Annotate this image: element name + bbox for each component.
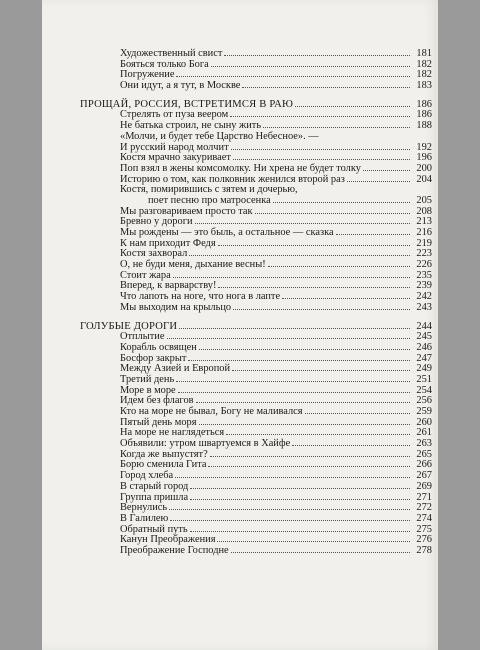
toc-entry-title: Объявили: утром швартуемся в Хайфе xyxy=(120,438,291,450)
dot-leader xyxy=(199,424,410,425)
toc-entry xyxy=(80,132,432,143)
toc-page-number: 278 xyxy=(416,544,432,556)
toc-entry-title: поет песню про матросенка xyxy=(148,194,271,206)
toc-entry-title: Пятый день моря xyxy=(120,416,197,428)
dot-leader xyxy=(232,370,410,371)
dot-leader xyxy=(273,202,410,203)
toc-page-number: 182 xyxy=(416,58,432,70)
dot-leader xyxy=(167,338,411,339)
toc-page-number: 269 xyxy=(416,480,432,492)
toc-entry-title: Группа пришла xyxy=(120,491,189,503)
toc-entry-title: Бревно у дороги xyxy=(120,216,193,228)
dot-leader xyxy=(231,552,410,553)
toc-entry xyxy=(80,164,432,175)
toc-entry-title: Между Азией и Европой xyxy=(120,363,231,375)
toc-entry-title: Кто на море не бывал, Богу не маливался xyxy=(120,406,303,417)
toc-entry-title: В старый город xyxy=(120,480,189,492)
toc-page-number: 271 xyxy=(416,491,432,503)
dot-leader xyxy=(218,287,410,288)
toc-page-number: 213 xyxy=(416,216,432,228)
toc-entry-title: Корабль освящен xyxy=(120,341,197,353)
toc-page-number: 275 xyxy=(416,523,432,535)
toc-page-number: 242 xyxy=(416,291,432,303)
toc-entry-title: «Молчи, и будет тебе Царство Небесное». — xyxy=(120,130,319,142)
dot-leader xyxy=(210,456,410,457)
toc-entry-title: Отплытие xyxy=(120,331,165,343)
toc-entry xyxy=(80,343,432,354)
dot-leader xyxy=(295,106,410,107)
dot-leader xyxy=(188,360,410,361)
toc-entry-title: Поп взял в жены комсомолку. Ни хрена не будет толку xyxy=(120,162,361,174)
dot-leader xyxy=(218,245,410,246)
toc-entry-title: Бояться только Бога xyxy=(120,58,209,70)
toc-entry-title: Костя, помирившись с зятем и дочерью, xyxy=(120,184,298,196)
toc-entry-title: На море не наглядеться xyxy=(120,427,225,439)
dot-leader xyxy=(173,277,410,278)
toc-page-number: 261 xyxy=(416,427,432,439)
dot-leader xyxy=(211,66,410,67)
toc-entry-title: Они идут, а я тут, в Москве xyxy=(120,80,241,92)
table-of-contents xyxy=(80,49,432,557)
toc-page-number: 239 xyxy=(416,280,432,292)
dot-leader xyxy=(170,520,410,521)
toc-entry-title: Идем без флагов xyxy=(120,395,194,407)
toc-entry-title: Мы рождены — это быль, а остальное — сказка xyxy=(120,227,334,238)
toc-entry-title: К нам приходит Федя xyxy=(120,237,216,249)
toc-page-number: 246 xyxy=(416,341,432,353)
dot-leader xyxy=(190,499,410,500)
dot-leader xyxy=(190,488,410,489)
dot-leader xyxy=(208,466,410,467)
dot-leader xyxy=(363,170,410,171)
dot-leader xyxy=(242,87,410,88)
dot-leader xyxy=(195,223,410,224)
toc-entry-title: Историю о том, как полковник женился второй раз xyxy=(120,173,345,185)
toc-entry-title: Не батька строил, не сыну жить xyxy=(120,120,262,132)
toc-entry-title: ПРОЩАЙ, РОССИЯ, ВСТРЕТИМСЯ В РАЮ xyxy=(80,98,294,110)
dot-leader xyxy=(336,234,410,235)
toc-entry-title: Погружение xyxy=(120,69,175,81)
dot-leader xyxy=(268,266,410,267)
dot-leader xyxy=(282,298,410,299)
toc-entry xyxy=(80,482,432,493)
toc-page-number: 200 xyxy=(416,162,432,174)
dot-leader xyxy=(217,541,410,542)
dot-leader xyxy=(233,159,410,160)
toc-page-number: 235 xyxy=(416,269,432,281)
toc-page-number: 274 xyxy=(416,512,432,524)
toc-entry-title: Костя мрачно закуривает xyxy=(120,152,231,164)
toc-entry-title: Вперед, к варварству! xyxy=(120,280,217,292)
dot-leader xyxy=(347,181,410,182)
toc-page-number: 186 xyxy=(416,109,432,121)
toc-page-number: 260 xyxy=(416,416,432,428)
dot-leader xyxy=(189,255,410,256)
toc-page-number: 183 xyxy=(416,80,432,92)
dot-leader xyxy=(233,309,410,310)
toc-entry-title: Мы выходим на крыльцо xyxy=(120,301,232,313)
toc-entry-title: Город хлеба xyxy=(120,470,174,482)
dot-leader xyxy=(305,413,410,414)
dot-leader xyxy=(226,434,410,435)
toc-entry xyxy=(80,81,432,92)
dot-leader xyxy=(175,477,410,478)
toc-page-number: 204 xyxy=(416,173,432,185)
toc-page-number: 247 xyxy=(416,352,432,364)
toc-page-number: 223 xyxy=(416,248,432,260)
dot-leader xyxy=(176,381,410,382)
toc-page-number: 254 xyxy=(416,384,432,396)
dot-leader xyxy=(179,328,410,329)
toc-entry-title: ГОЛУБЫЕ ДОРОГИ xyxy=(80,320,178,332)
dot-leader xyxy=(224,55,410,56)
toc-page-number: 243 xyxy=(416,301,432,313)
toc-page-number: 267 xyxy=(416,470,432,482)
dot-leader xyxy=(263,127,410,128)
dot-leader xyxy=(196,402,410,403)
toc-page-number: 188 xyxy=(416,120,432,132)
toc-page-number: 272 xyxy=(416,502,432,514)
toc-page-number: 226 xyxy=(416,259,432,271)
toc-entry-title: Третий день xyxy=(120,373,175,385)
toc-page-number: 182 xyxy=(416,69,432,81)
toc-page-number: 181 xyxy=(416,48,432,59)
toc-entry-title: Обратный путь xyxy=(120,523,188,535)
toc-page-number: 186 xyxy=(416,98,432,110)
toc-entry-title: Преображение Господне xyxy=(120,544,229,556)
toc-entry-title: Когда же выпустят? xyxy=(120,448,208,460)
toc-page-number: 263 xyxy=(416,438,432,450)
dot-leader xyxy=(178,392,410,393)
toc-entry-title: Канун Преображения xyxy=(120,534,216,546)
dot-leader xyxy=(169,509,410,510)
toc-entry-title: Что лапоть на ноге, что нога в лапте xyxy=(120,291,281,303)
toc-page-number: 244 xyxy=(416,320,432,332)
toc-entry-title: И русский народ молчит xyxy=(120,141,229,153)
toc-page-number: 251 xyxy=(416,373,432,385)
toc-entry-title: Борю сменила Гита xyxy=(120,459,207,471)
toc-page-number: 265 xyxy=(416,448,432,460)
dot-leader xyxy=(176,76,410,77)
dot-leader xyxy=(190,531,410,532)
dot-leader xyxy=(231,149,410,150)
toc-entry-title: Море в море xyxy=(120,384,176,396)
toc-page-number: 196 xyxy=(416,152,432,164)
toc-entry-title: В Галилею xyxy=(120,512,169,524)
toc-entry-title: Художественный свист xyxy=(120,48,223,59)
toc-entry-title: Стоит жара xyxy=(120,269,171,281)
toc-entry-title: Костя захворал xyxy=(120,248,188,260)
toc-entry-title: Вернулись xyxy=(120,502,168,514)
toc-entry-title: Стрелять от пуза веером xyxy=(120,109,229,121)
toc-page-number: 256 xyxy=(416,395,432,407)
toc-entry xyxy=(80,303,432,314)
dot-leader xyxy=(255,213,410,214)
dot-leader xyxy=(199,349,410,350)
toc-page-number: 249 xyxy=(416,363,432,375)
toc-entry-title: Мы разговариваем просто так xyxy=(120,205,253,217)
toc-page-number: 208 xyxy=(416,205,432,217)
toc-page-number: 245 xyxy=(416,331,432,343)
toc-page-number: 205 xyxy=(416,194,432,206)
toc-entry xyxy=(80,546,432,557)
toc-page-number: 192 xyxy=(416,141,432,153)
toc-entry-title: Босфор закрыт xyxy=(120,352,187,364)
toc-entry-title: О, не буди меня, дыхание весны! xyxy=(120,259,266,271)
toc-page-number: 219 xyxy=(416,237,432,249)
toc-page-number: 276 xyxy=(416,534,432,546)
toc-page-number: 216 xyxy=(416,227,432,238)
toc-entry xyxy=(80,514,432,525)
dot-leader xyxy=(292,445,410,446)
dot-leader xyxy=(230,116,410,117)
toc-page-number: 259 xyxy=(416,406,432,417)
toc-page-number: 266 xyxy=(416,459,432,471)
